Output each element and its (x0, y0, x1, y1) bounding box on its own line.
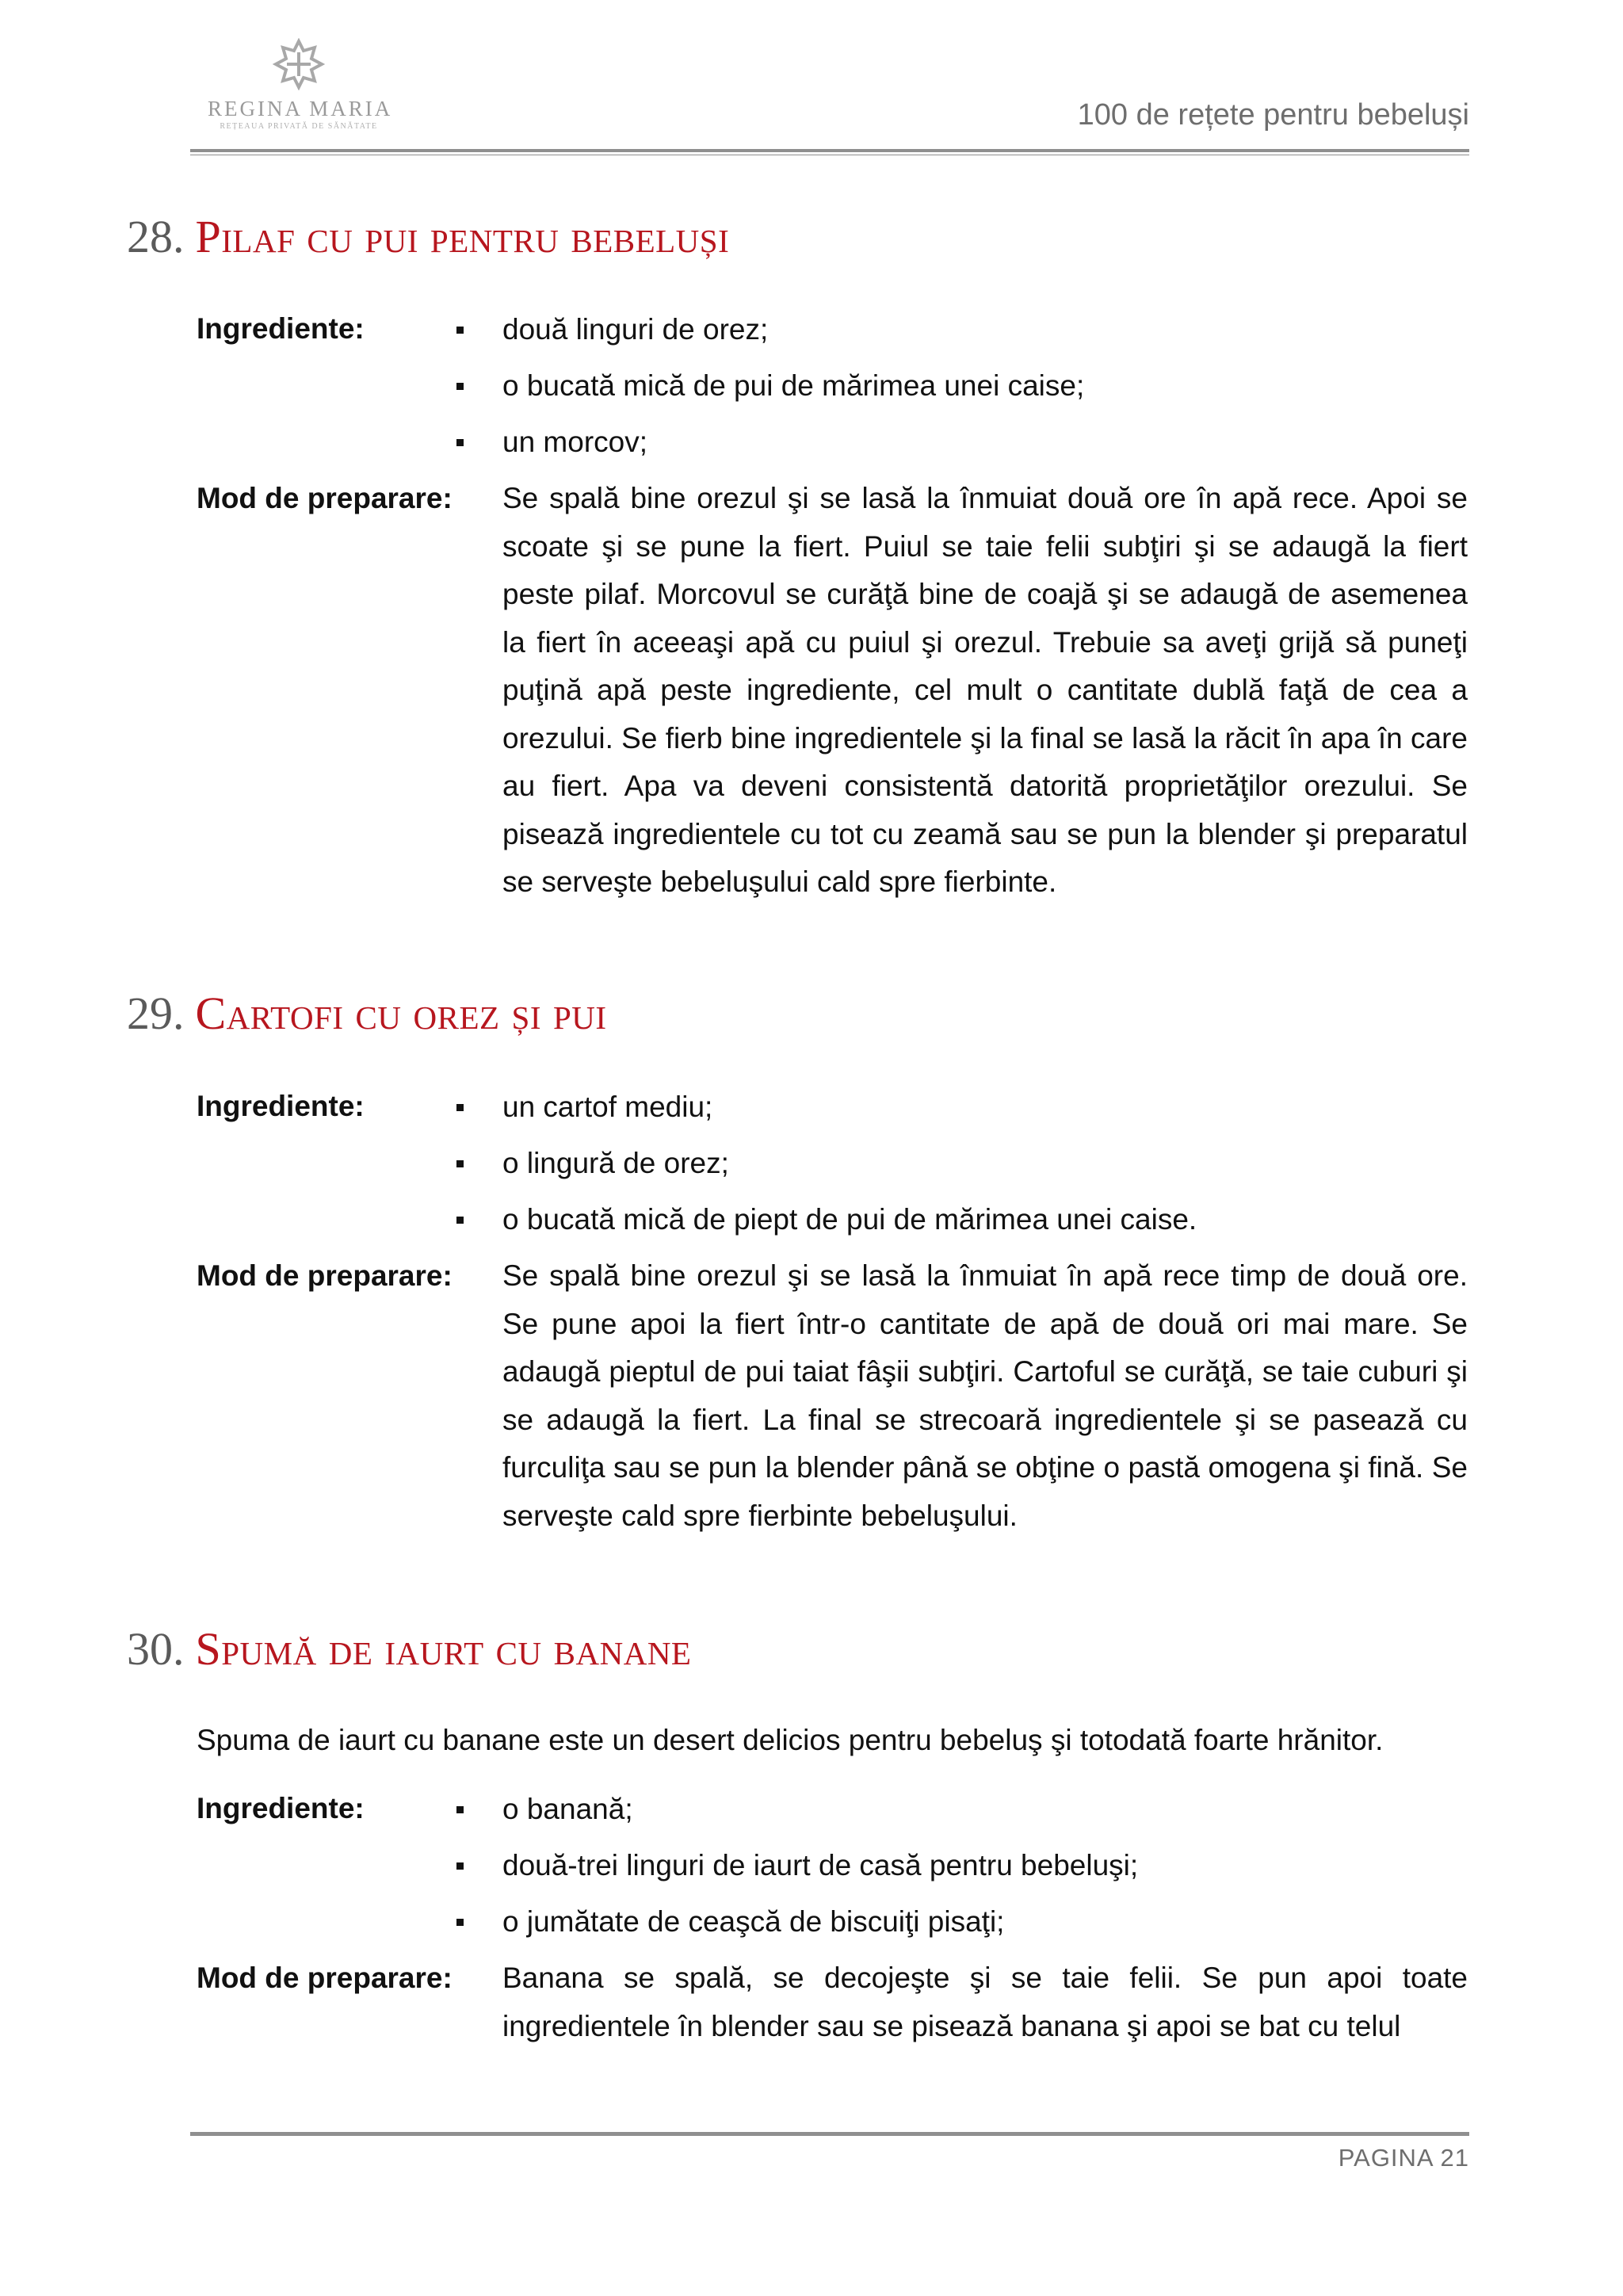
recipe-number: 29. (127, 988, 185, 1039)
list-item: un morcov; (450, 414, 1480, 470)
method-text: Se spală bine orezul şi se lasă la înmuiat două ore în apă rece. Apoi se scoate şi se pune la fiert. Puiul se taie felii subţiri şi se adaugă la fiert peste pilaf. Morcovul se curăţă bine de coajă şi se adaugă de asemenea la fiert în aceeaşi apă cu puiul şi orezul. Trebuie sa aveţi grijă să puneţi puţină apă peste ingrediente, cel mult o cantitate dublă faţă de cea a orezului. Se fierb bine ingredientele şi la final se lasă la răcit în apa în care au fiert. Apa va deveni consistentă datorită proprietăţilor orezului. Se pisează ingredientele cu tot cu zeamă sau se pun la blender şi preparatul se serveşte bebeluşului cald spre fierbinte. (502, 482, 1468, 898)
regina-maria-star-icon (271, 38, 327, 90)
recipe-title: Spumă de iaurt cu banane (195, 1623, 692, 1675)
list-item: o lingură de orez; (450, 1135, 1480, 1191)
header-divider (190, 149, 1469, 155)
ingredients-label: Ingrediente: (197, 1090, 365, 1122)
list-item: o jumătate de ceaşcă de biscuiţi pisaţi; (450, 1893, 1480, 1950)
list-item: o bucată mică de pui de mărimea unei caise; (450, 357, 1480, 414)
ingredients-list (450, 301, 1480, 470)
logo-name: REGINA MARIA (208, 97, 393, 120)
method-text: Banana se spală, se decojeşte şi se taie felii. Se pun apoi toate ingredientele în blender sau se pisează banana şi apoi se bat cu telul (502, 1962, 1468, 2042)
recipe-intro: Spuma de iaurt cu banane este un desert delicios pentru bebeluş şi totodată foarte hrănitor. (197, 1724, 1384, 1756)
logo-tagline: REȚEAUA PRIVATĂ DE SĂNĂTATE (220, 122, 378, 131)
page-number: PAGINA 21 (1338, 2144, 1469, 2172)
logo (208, 38, 393, 149)
recipe-heading (127, 988, 607, 1039)
list-item: un cartof mediu; (450, 1079, 1480, 1135)
method-label: Mod de preparare: (197, 482, 453, 514)
recipe-number: 28. (127, 211, 185, 262)
document-title: 100 de rețete pentru bebeluși (1077, 98, 1469, 132)
recipe-heading (127, 1623, 692, 1675)
recipe-number: 30. (127, 1623, 185, 1675)
method-label: Mod de preparare: (197, 1962, 453, 1994)
ingredients-label: Ingrediente: (197, 312, 365, 345)
recipe-heading (127, 211, 730, 262)
recipe-title: Cartofi cu orez și pui (195, 988, 607, 1039)
ingredients-list (450, 1079, 1480, 1247)
list-item: o bucată mică de piept de pui de mărimea unei caise. (450, 1191, 1480, 1247)
method-label: Mod de preparare: (197, 1259, 453, 1292)
list-item: două linguri de orez; (450, 301, 1480, 357)
method-text: Se spală bine orezul şi se lasă la înmuiat în apă rece timp de două ore. Se pune apoi la fiert într-o cantitate de apă de două ori mai mare. Se adaugă pieptul de pui taiat fâşii subţiri. Cartoful se curăţă, se taie cuburi şi se adaugă la fiert. La final se strecoară ingredientele şi se pasează cu furculiţa sau se pun la blender până se obţine o pastă omogena şi fină. Se serveşte cald spre fierbinte bebeluşului. (502, 1259, 1468, 1532)
list-item: o banană; (450, 1781, 1480, 1837)
footer-divider (190, 2132, 1469, 2136)
ingredients-list (450, 1781, 1480, 1950)
recipe-title: Pilaf cu pui pentru bebeluși (195, 211, 730, 262)
list-item: două-trei linguri de iaurt de casă pentru bebeluşi; (450, 1837, 1480, 1893)
ingredients-label: Ingrediente: (197, 1792, 365, 1824)
